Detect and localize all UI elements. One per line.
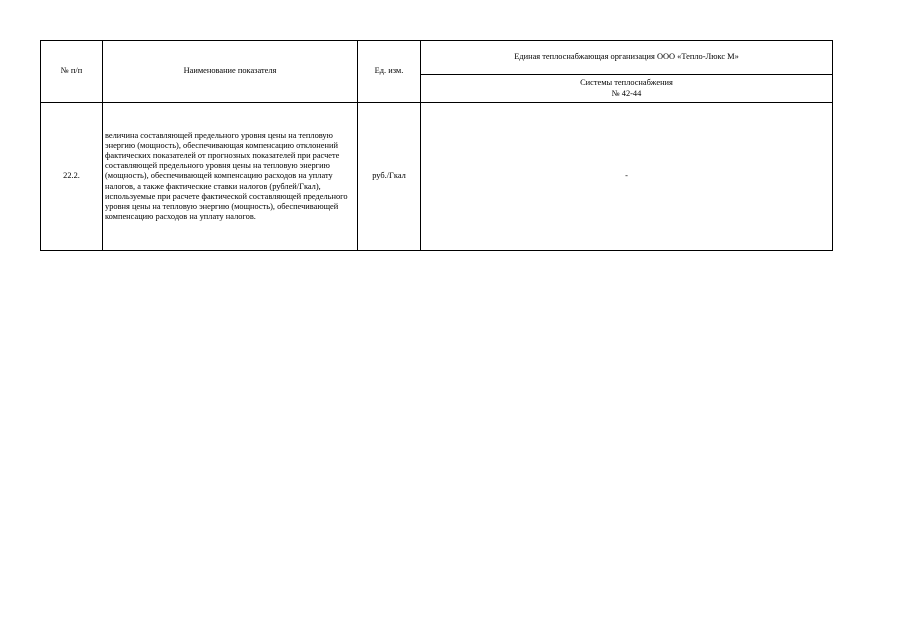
row-num [41, 103, 103, 251]
header-org [421, 41, 833, 75]
header-num [41, 41, 103, 103]
header-org-label: Единая теплоснабжающая организация ООО «Тепло-Люкс М» [514, 52, 739, 62]
header-name [103, 41, 358, 103]
row-value-text: - [625, 171, 628, 181]
row-name [103, 103, 358, 251]
header-unit-label: Ед. изм. [374, 66, 404, 76]
row-name-text: величина составляющей предельного уровня цены на тепловую энергию (мощность), обеспечивающая компенсацию отклонений фактических показателей от прогнозных показателей при расчете составляющей предельного уровня цены на тепловую энергию (мощность), обеспечивающей компенсацию расходов на уплату налогов, а также фактические ставки налогов (рублей/Гкал), используемые при расчете фактической составляющей предельного уровня цены на тепловую энергию (мощность), обеспечивающей компенсацию расходов на уплату налогов. [105, 130, 348, 222]
indicator-table [40, 40, 833, 251]
header-systems-number: № 42-44 [611, 88, 642, 98]
header-unit [358, 41, 421, 103]
header-systems [421, 75, 833, 103]
header-row [41, 41, 833, 75]
table-row [41, 103, 833, 251]
header-systems-label: Системы теплоснабжения [580, 78, 673, 88]
row-value [421, 103, 833, 251]
row-unit [358, 103, 421, 251]
header-name-label: Наименование показателя [183, 66, 277, 76]
row-unit-text: руб./Гкал [372, 171, 406, 181]
header-num-label: № п/п [60, 66, 83, 76]
row-num-text: 22.2. [63, 171, 80, 181]
